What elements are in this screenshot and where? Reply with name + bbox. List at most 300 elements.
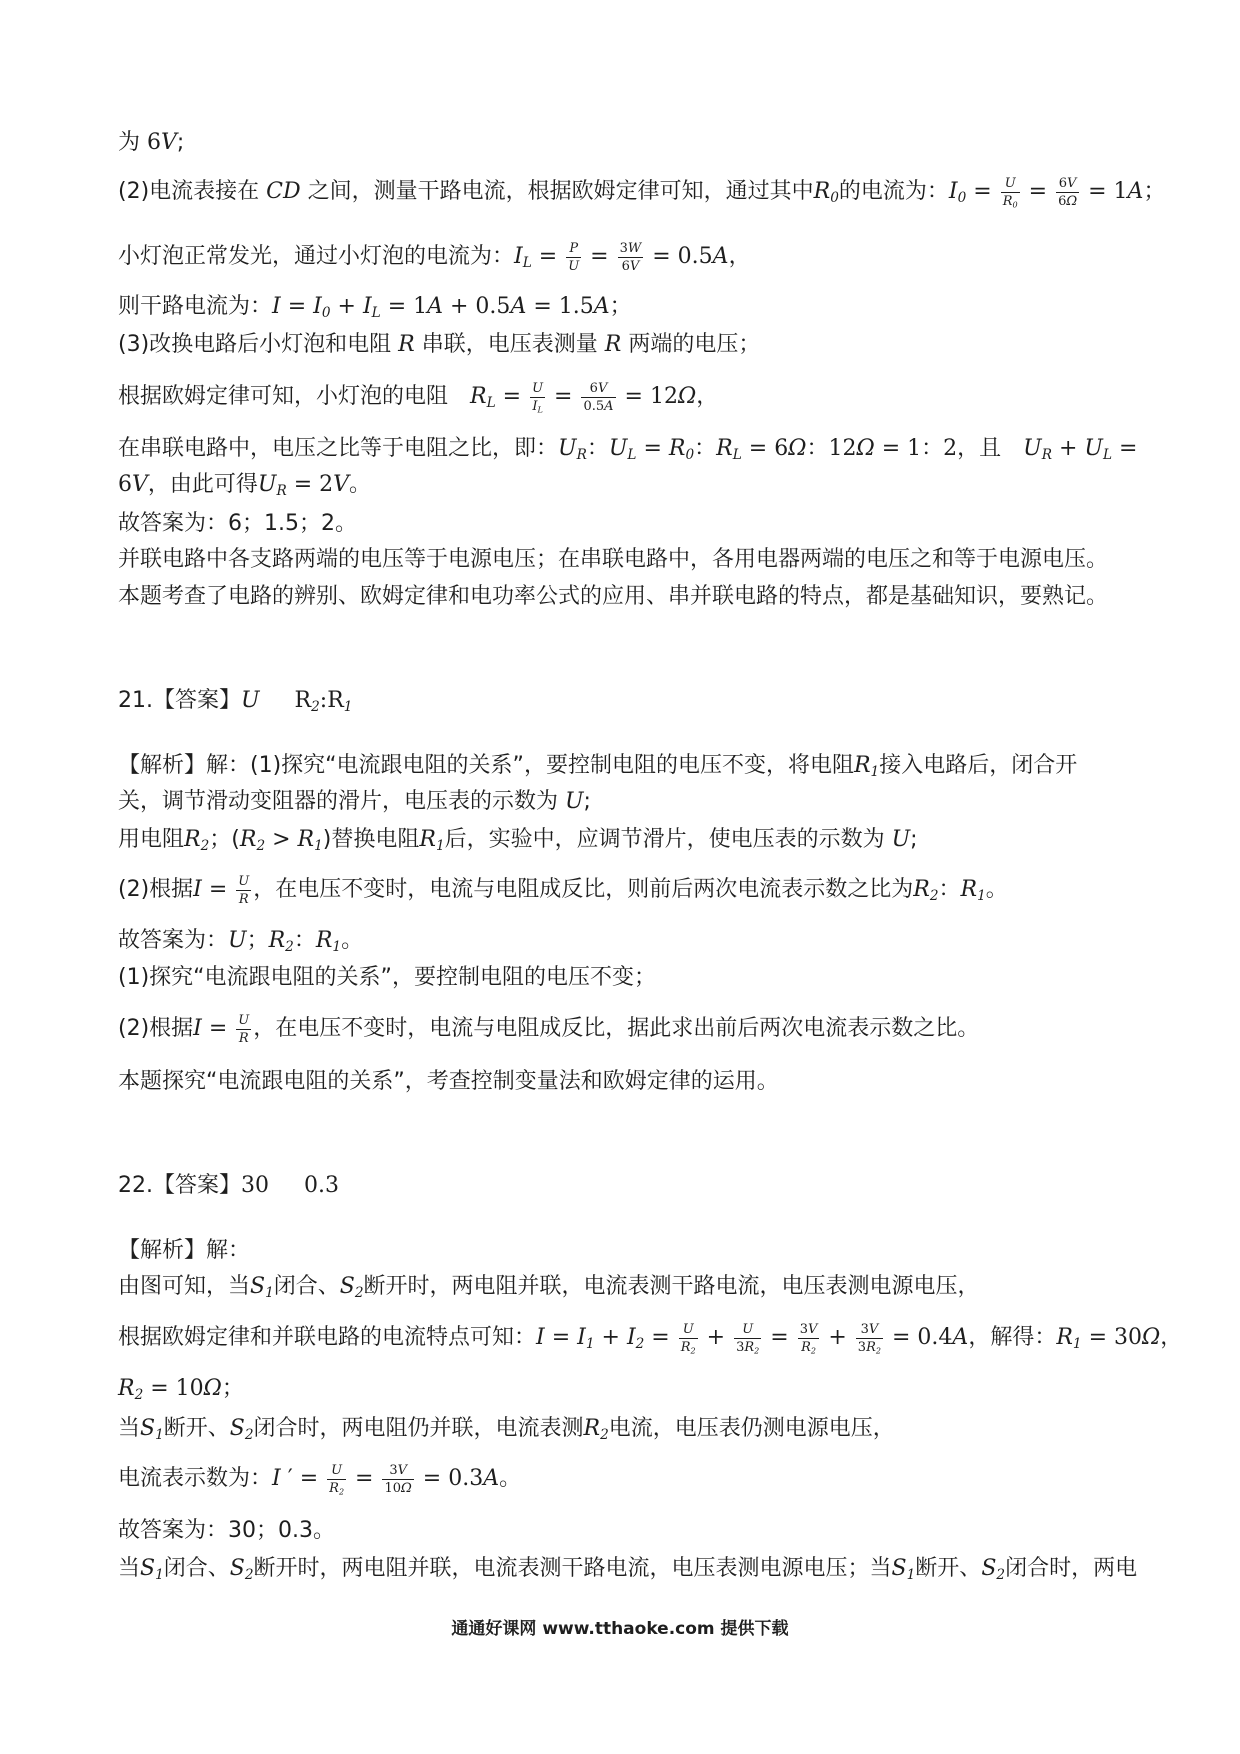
math-upright: 12 xyxy=(828,436,857,461)
math-italic: U xyxy=(238,873,250,889)
symbol-subscript: L xyxy=(1102,446,1113,463)
math-italic: U xyxy=(682,1321,694,1337)
math-upright: = 1 xyxy=(1081,179,1128,204)
math-italic: Ω xyxy=(1142,1325,1161,1350)
math-italic: U xyxy=(565,789,584,814)
text-run: ，解得： xyxy=(968,1325,1057,1350)
text-run: 。 xyxy=(341,928,364,953)
math-subscripted-symbol xyxy=(532,399,542,414)
math-italic: A xyxy=(593,294,610,319)
text-run: 用电阻 xyxy=(118,827,185,852)
symbol-base: U xyxy=(1023,436,1042,461)
math-italic: A xyxy=(604,398,614,414)
symbol-subscript: 2 xyxy=(256,837,266,854)
math-italic: V xyxy=(397,1462,407,1478)
text-run: (2)根据 xyxy=(118,877,194,902)
math-subscripted-symbol xyxy=(514,244,532,269)
math-upright: = 1 xyxy=(874,436,922,461)
symbol-subscript: 1 xyxy=(585,1335,595,1352)
symbol-subscript: 1 xyxy=(1072,1335,1082,1352)
math-upright: 3 xyxy=(860,1321,869,1337)
math-upright: = xyxy=(544,1325,578,1350)
symbol-base: S xyxy=(229,1416,245,1441)
math-fraction xyxy=(236,874,251,907)
q22-answer-heading xyxy=(118,1171,1200,1201)
math-upright: 6 xyxy=(589,380,598,396)
text-run: 根据欧姆定律可知，小灯泡的电阻 xyxy=(118,384,471,409)
math-upright: = 0.4 xyxy=(885,1325,953,1350)
symbol-subscript: 1 xyxy=(314,837,323,854)
math-italic: V xyxy=(597,380,608,396)
symbol-subscript: 2 xyxy=(338,1486,345,1496)
q20-summary-line xyxy=(118,545,1200,575)
math-upright: : xyxy=(319,688,328,713)
q22-analysis-step-3 xyxy=(118,1374,1200,1404)
math-subscripted-symbol xyxy=(184,827,209,852)
math-upright: = 10 xyxy=(143,1376,204,1401)
math-subscripted-symbol xyxy=(577,1325,594,1350)
text-run: 故答案为：6；1.5；2。 xyxy=(118,511,357,536)
fraction-denominator xyxy=(1056,193,1079,209)
q22-analysis-step-4 xyxy=(118,1414,1200,1444)
symbol-subscript: 2 xyxy=(929,887,939,904)
symbol-subscript: 1 xyxy=(343,698,353,715)
text-run: ; xyxy=(910,827,918,852)
symbol-subscript: L xyxy=(522,254,532,271)
q20-series-circuit-line xyxy=(118,330,1200,360)
symbol-subscript: 2 xyxy=(285,938,294,955)
math-upright: 2 xyxy=(943,436,958,461)
symbol-base: R xyxy=(680,1339,691,1355)
text-run: 之间，测量干路电流，根据欧姆定律可知，通过其中 xyxy=(300,179,814,204)
math-fraction xyxy=(618,241,644,274)
math-upright: + xyxy=(1051,436,1085,461)
fraction-numerator xyxy=(679,1322,698,1339)
fraction-denominator xyxy=(856,1339,883,1355)
math-upright: 3 xyxy=(736,1339,745,1355)
math-italic: U xyxy=(532,380,544,396)
fraction-denominator xyxy=(618,258,644,274)
math-fraction xyxy=(581,381,615,414)
math-italic: Ω xyxy=(203,1376,222,1401)
fraction-numerator xyxy=(236,874,251,891)
symbol-subscript: 1 xyxy=(906,1566,916,1583)
math-upright: = xyxy=(547,384,580,409)
symbol-base: R xyxy=(1002,193,1013,209)
math-upright: = xyxy=(201,1016,235,1041)
symbol-subscript: L xyxy=(627,446,637,463)
text-run: 故答案为： xyxy=(118,928,229,953)
math-fraction xyxy=(530,381,545,414)
symbol-subscript: R xyxy=(276,482,287,499)
math-subscripted-symbol xyxy=(1003,194,1018,209)
math-fraction xyxy=(1056,176,1079,209)
q21-answer-heading xyxy=(118,686,1200,716)
text-run: ： xyxy=(938,877,961,902)
math-fraction xyxy=(236,1013,251,1046)
symbol-base: R xyxy=(419,827,436,852)
math-fraction xyxy=(679,1322,698,1355)
text-run: 根据欧姆定律和并联电路的电流特点可知： xyxy=(118,1325,537,1350)
q21-summary-line-2 xyxy=(118,1007,1200,1051)
symbol-subscript: 1 xyxy=(870,763,880,780)
math-subscripted-symbol xyxy=(584,1416,609,1441)
fraction-numerator xyxy=(530,381,545,398)
text-run: 电流表示数为： xyxy=(118,1466,273,1491)
math-italic: I xyxy=(193,1016,202,1041)
math-fraction xyxy=(734,1322,761,1355)
symbol-subscript: 2 xyxy=(635,1335,645,1352)
symbol-base: R xyxy=(268,928,286,953)
symbol-subscript: 2 xyxy=(244,1426,254,1443)
text-run: 断开时，两电阻并联，电流表测干路电流，电压表测电源电压， xyxy=(363,1274,980,1299)
math-subscripted-symbol xyxy=(1023,436,1052,461)
text-run: ， xyxy=(696,384,719,409)
math-upright: 6 xyxy=(621,258,630,274)
text-run: ； xyxy=(1143,179,1166,204)
q20-review-note-line xyxy=(118,582,1200,612)
q20-voltage-result-line xyxy=(118,470,1200,500)
math-subscripted-symbol xyxy=(240,827,265,852)
fraction-denominator xyxy=(581,398,615,414)
text-run: 。 xyxy=(349,472,372,497)
math-subscripted-symbol xyxy=(363,294,381,319)
math-italic: V xyxy=(807,1321,818,1337)
text-run: 闭合时，两电 xyxy=(1005,1556,1138,1581)
math-fraction xyxy=(856,1322,883,1355)
text-run: 22.【答案】 xyxy=(118,1173,241,1198)
math-italic: V xyxy=(161,130,177,155)
math-subscripted-symbol xyxy=(295,688,320,713)
math-fraction xyxy=(798,1322,820,1355)
math-upright: + xyxy=(821,1325,854,1350)
math-italic: R xyxy=(238,1030,249,1046)
fraction-denominator xyxy=(734,1339,761,1355)
symbol-subscript: R xyxy=(1041,446,1052,463)
q21-final-answer-line xyxy=(118,926,1200,956)
math-subscripted-symbol xyxy=(316,928,341,953)
math-upright: 30 0.3 xyxy=(241,1173,339,1198)
math-upright: = xyxy=(201,877,235,902)
text-run: ： xyxy=(806,436,829,461)
math-upright: 3 xyxy=(857,1339,867,1355)
math-subscripted-symbol xyxy=(854,753,879,778)
math-italic: I xyxy=(193,877,202,902)
symbol-base: R xyxy=(329,1480,339,1496)
text-run: 故答案为：30；0.3。 xyxy=(118,1518,335,1543)
math-italic: I xyxy=(536,1325,545,1350)
math-subscripted-symbol xyxy=(250,1274,274,1299)
math-upright: = xyxy=(531,244,565,269)
math-subscripted-symbol xyxy=(140,1416,164,1441)
text-run: 断开、 xyxy=(915,1556,982,1581)
fraction-numerator xyxy=(566,241,581,258)
symbol-subscript: 2 xyxy=(244,1566,254,1583)
symbol-base: R xyxy=(668,436,686,461)
math-italic: U xyxy=(742,1321,754,1337)
math-upright: 3 xyxy=(799,1321,808,1337)
fraction-denominator xyxy=(566,258,581,274)
symbol-subscript: R xyxy=(576,446,587,463)
symbol-base: R xyxy=(813,179,831,204)
math-upright: = xyxy=(583,244,616,269)
q21-summary-line-1 xyxy=(118,963,1200,993)
q21-analysis-step-4 xyxy=(118,868,1200,912)
symbol-subscript: 0 xyxy=(957,189,967,206)
text-run: ； xyxy=(246,928,269,953)
symbol-subscript: 0 xyxy=(830,189,839,206)
math-italic: V xyxy=(629,258,640,274)
symbol-base: S xyxy=(981,1556,997,1581)
math-upright: = 1 xyxy=(380,294,428,319)
math-upright: = 1.5 xyxy=(526,294,594,319)
math-upright: = xyxy=(1112,436,1138,461)
math-upright: 3 xyxy=(619,240,628,256)
symbol-base: U xyxy=(558,436,577,461)
q21-analysis-step-2 xyxy=(118,787,1200,817)
math-subscripted-symbol xyxy=(981,1556,1005,1581)
math-subscripted-symbol xyxy=(913,877,938,902)
math-fraction xyxy=(327,1463,346,1496)
text-run: 电流，电压表仍测电源电压， xyxy=(608,1416,895,1441)
text-run: 的电流为： xyxy=(838,179,949,204)
math-upright: = 6 xyxy=(741,436,789,461)
text-run: ： xyxy=(586,436,609,461)
fraction-numerator xyxy=(1056,176,1079,193)
math-upright: = xyxy=(644,1325,677,1350)
text-run: 21.【答案】 xyxy=(118,688,241,713)
symbol-subscript: 2 xyxy=(875,1345,881,1355)
symbol-subscript: 2 xyxy=(810,1345,816,1355)
symbol-base: I xyxy=(514,244,523,269)
symbol-subscript: 2 xyxy=(311,698,320,715)
fraction-denominator xyxy=(327,1480,346,1496)
math-italic: U xyxy=(331,1462,343,1478)
fraction-numerator xyxy=(856,1322,883,1339)
q20-final-answer-line xyxy=(118,509,1200,539)
math-subscripted-symbol xyxy=(1084,436,1112,461)
symbol-base: S xyxy=(339,1274,355,1299)
math-subscripted-symbol xyxy=(329,1481,344,1496)
math-subscripted-symbol xyxy=(298,827,323,852)
page-footer: 通通好课网 www.tthaoke.com 提供下载 xyxy=(451,1619,789,1639)
fraction-numerator xyxy=(1001,176,1020,193)
math-subscripted-symbol xyxy=(866,1340,881,1355)
q22-summary-line xyxy=(118,1554,1200,1584)
math-subscripted-symbol xyxy=(327,688,352,713)
symbol-base: R xyxy=(960,877,978,902)
math-subscripted-symbol xyxy=(669,436,694,461)
text-run: 关，调节滑动变阻器的滑片，电压表的示数为 xyxy=(118,789,565,814)
symbol-base: I xyxy=(362,294,372,319)
math-upright: = xyxy=(763,1325,796,1350)
symbol-base: U xyxy=(1084,436,1103,461)
text-run: 接入电路后，闭合开 xyxy=(879,753,1078,778)
fraction-numerator xyxy=(382,1463,413,1480)
math-upright: 0.5 xyxy=(583,398,605,414)
math-subscripted-symbol xyxy=(609,436,637,461)
q20-bulb-resistance-line xyxy=(118,375,1200,419)
symbol-base: I xyxy=(577,1325,586,1350)
math-subscripted-symbol xyxy=(470,384,496,409)
text-run: ， xyxy=(728,244,751,269)
symbol-base: R xyxy=(913,877,930,902)
math-subscripted-symbol xyxy=(140,1556,164,1581)
math-italic: V xyxy=(1067,175,1077,191)
q21-analysis-step-3 xyxy=(118,825,1200,855)
math-subscripted-symbol xyxy=(627,1325,644,1350)
symbol-subscript: 1 xyxy=(155,1426,164,1443)
symbol-base: R xyxy=(1056,1325,1073,1350)
text-run: (2)根据 xyxy=(118,1016,194,1041)
symbol-base: R xyxy=(716,436,733,461)
q20-voltage-ratio-line xyxy=(118,434,1200,464)
math-upright: + xyxy=(699,1325,733,1350)
math-italic: A xyxy=(510,294,527,319)
math-upright: 3 xyxy=(389,1462,398,1478)
q21-review-note-line xyxy=(118,1067,1200,1097)
text-run: ： xyxy=(921,436,944,461)
math-subscripted-symbol xyxy=(340,1274,364,1299)
text-run: 串联，电压表测量 xyxy=(414,332,605,357)
text-run: ； xyxy=(609,294,632,319)
text-run: 当 xyxy=(118,1416,141,1441)
text-run xyxy=(260,688,295,713)
math-italic: P xyxy=(569,240,579,256)
q20-source-voltage-line xyxy=(118,128,1200,158)
text-run: ; xyxy=(176,130,185,155)
math-upright: 10 xyxy=(384,1480,402,1496)
symbol-base: I xyxy=(313,294,322,319)
math-upright: 6 xyxy=(1058,175,1068,191)
math-upright: 6 xyxy=(147,130,161,155)
text-run: ，由此可得 xyxy=(147,472,258,497)
symbol-subscript: 2 xyxy=(200,837,210,854)
math-subscripted-symbol xyxy=(230,1556,254,1581)
symbol-base: R xyxy=(866,1339,876,1355)
math-subscripted-symbol xyxy=(744,1340,759,1355)
fraction-numerator xyxy=(734,1322,761,1339)
q22-analysis-step-2 xyxy=(118,1316,1200,1360)
text-run: 由图可知，当 xyxy=(118,1274,251,1299)
math-italic: I xyxy=(272,1466,281,1491)
fraction-denominator xyxy=(382,1480,413,1496)
symbol-base: R xyxy=(327,688,344,713)
math-fraction xyxy=(1001,176,1020,209)
text-run: ； xyxy=(221,1376,244,1401)
math-subscripted-symbol xyxy=(716,436,742,461)
text-run: 本题考查了电路的辨别、欧姆定律和电功率公式的应用、串并联电路的特点，都是基础知识，要熟记。 xyxy=(118,584,1109,609)
math-italic: A xyxy=(712,244,729,269)
math-fraction xyxy=(382,1463,413,1496)
math-italic: U xyxy=(228,928,247,953)
text-run: 为 xyxy=(118,130,147,155)
math-subscripted-symbol xyxy=(892,1556,916,1581)
symbol-subscript: 1 xyxy=(435,837,445,854)
math-italic: A xyxy=(427,294,444,319)
math-italic: Ω xyxy=(1066,193,1078,209)
math-upright: 6 xyxy=(118,472,132,497)
math-upright: = xyxy=(636,436,669,461)
symbol-subscript: 2 xyxy=(134,1386,144,1403)
symbol-base: R xyxy=(118,1376,135,1401)
math-italic: V xyxy=(132,472,148,497)
math-italic: Ω xyxy=(856,436,875,461)
text-run: 【解析】解： xyxy=(118,1238,251,1263)
math-subscripted-symbol xyxy=(814,179,839,204)
symbol-base: R xyxy=(583,1416,601,1441)
text-run: (3)改换电路后小灯泡和电阻 xyxy=(118,332,399,357)
math-upright: + xyxy=(330,294,363,319)
fraction-denominator xyxy=(530,398,545,414)
fraction-denominator xyxy=(679,1339,698,1355)
symbol-subscript: L xyxy=(371,304,381,321)
math-upright: > xyxy=(265,827,298,852)
math-italic: Ω xyxy=(677,384,697,409)
symbol-subscript: L xyxy=(486,394,496,411)
symbol-base: S xyxy=(229,1556,245,1581)
fraction-denominator xyxy=(236,891,251,907)
symbol-base: U xyxy=(257,472,277,497)
math-italic: A xyxy=(952,1325,969,1350)
symbol-subscript: 2 xyxy=(690,1345,696,1355)
math-upright: = 0.3 xyxy=(415,1466,484,1491)
math-subscripted-symbol xyxy=(558,436,587,461)
symbol-subscript: 2 xyxy=(354,1284,364,1301)
math-upright: + xyxy=(594,1325,627,1350)
math-upright: = 12 xyxy=(617,384,678,409)
text-run: ，在电压不变时，电流与电阻成反比，则前后两次电流表示数之比为 xyxy=(253,877,914,902)
q22-analysis-step-1 xyxy=(118,1272,1200,1302)
math-italic: U xyxy=(238,1012,250,1028)
text-run: ，且 xyxy=(957,436,1024,461)
q20-bulb-current-line xyxy=(118,235,1200,279)
math-subscripted-symbol xyxy=(949,179,966,204)
text-run: ; xyxy=(583,789,591,814)
math-italic: U xyxy=(1004,175,1016,191)
symbol-subscript: 2 xyxy=(996,1566,1006,1583)
symbol-base: S xyxy=(140,1416,156,1441)
math-italic: Ω xyxy=(401,1480,412,1496)
math-italic: Ω xyxy=(788,436,807,461)
symbol-base: I xyxy=(948,179,958,204)
symbol-subscript: L xyxy=(732,446,742,463)
text-run: 。 xyxy=(985,877,1008,902)
text-run: 断开时，两电阻并联，电流表测干路电流，电压表测电源电压；当 xyxy=(253,1556,892,1581)
symbol-base: R xyxy=(239,827,257,852)
q20-total-current-line xyxy=(118,292,1200,322)
text-run: 两端的电压； xyxy=(621,332,761,357)
text-run: 小灯泡正常发光，通过小灯泡的电流为： xyxy=(118,244,515,269)
text-run: ： xyxy=(293,928,316,953)
symbol-base: R xyxy=(470,384,487,409)
math-subscripted-symbol xyxy=(801,1340,816,1355)
text-run: 后，实验中，应调节滑片，使电压表的示数为 xyxy=(444,827,892,852)
math-upright: = xyxy=(1021,179,1055,204)
math-fraction xyxy=(566,241,581,274)
text-run: ： xyxy=(694,436,717,461)
symbol-subscript: 0 xyxy=(685,446,695,463)
text-run: 【解析】解：(1)探究“电流跟电阻的关系”，要控制电阻的电压不变，将电阻 xyxy=(118,753,854,778)
math-upright: ′ = xyxy=(280,1466,326,1491)
math-upright: = 0.5 xyxy=(645,244,713,269)
math-italic: I xyxy=(272,294,281,319)
symbol-subscript: L xyxy=(537,404,543,414)
symbol-base: R xyxy=(853,753,871,778)
symbol-subscript: 2 xyxy=(754,1345,760,1355)
math-italic: V xyxy=(333,472,350,497)
symbol-subscript: 1 xyxy=(265,1284,274,1301)
